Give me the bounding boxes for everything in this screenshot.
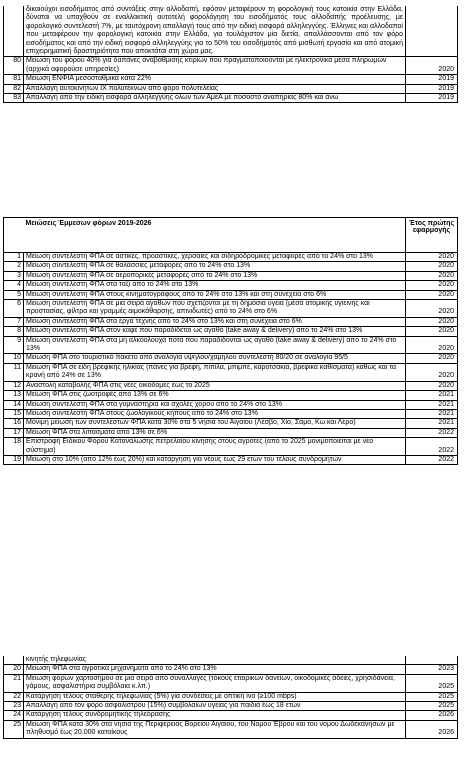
row-year: 2021: [406, 409, 458, 418]
table-direct-tax-continuation: [3, 6, 458, 103]
table-row: [4, 253, 458, 262]
row-number: 11: [4, 363, 24, 381]
row-number: 18: [4, 438, 24, 456]
row-number: 2: [4, 262, 24, 271]
table-row: [4, 381, 458, 390]
row-year: 2025: [406, 674, 458, 692]
row-number: 83: [4, 94, 24, 103]
row-year: 2022: [406, 438, 458, 456]
table-row: [4, 702, 458, 711]
row-year: 2023: [406, 665, 458, 674]
table-row: [4, 317, 458, 326]
row-text: Μείωση του φόρου 40% για δαπάνες αναβάθμισης κτιρίων που πραγματοποιούνται με ηλεκτρονικά μέσα πληρωμών (αρχικά αφορούσε υπηρεσίες): [24, 57, 406, 75]
row-number: 1: [4, 253, 24, 262]
row-year: 2025: [406, 692, 458, 701]
row-number: 17: [4, 428, 24, 437]
table-row: [4, 720, 458, 738]
row-number: 10: [4, 354, 24, 363]
row-number: 14: [4, 400, 24, 409]
row-number: 13: [4, 391, 24, 400]
table-row-continuation: [4, 656, 458, 665]
table-row: [4, 400, 458, 409]
table-indirect-tax-continuation: [3, 656, 458, 739]
row-year: 2020: [406, 300, 458, 318]
row-text: Μείωση ΦΠΑ σε είδη βρεφικής ηλικίας (πάνες για βρέφη, πιπίλα, μπιμπέ, καροτσάκια, βρεφικά καθίσματα) καθώς και τα κρανή από 24% σε 13%: [24, 363, 406, 381]
row-year: 2020: [406, 336, 458, 354]
row-text: κινητής τηλεφωνίας: [24, 656, 406, 665]
row-year: 2020: [406, 57, 458, 75]
row-year: 2020: [406, 354, 458, 363]
header-number-cell: [4, 218, 24, 253]
row-number: 5: [4, 290, 24, 299]
table-row: [4, 455, 458, 464]
row-text: Μείωση συντελεστή ΦΠΑ σε θαλάσσιες μεταφορές από το 24% στο 13%: [24, 262, 406, 271]
row-text: Απαλλαγή από τον φόρο ασφαλίστρου (15%) συμβολαίων υγείας για παιδιά έως 18 ετών: [24, 702, 406, 711]
row-text: Μείωση συντελεστή ΦΠΑ στα έργα τέχνης από το 24% στο 13% και στη συνέχεια στο 6%: [24, 317, 406, 326]
row-text: Μείωση ΦΠΑ στο τουριστικό πακέτο από αναλογία υψηλού/χαμηλού συντελεστή 80/20 σε αναλογία 95/5: [24, 354, 406, 363]
row-number: 81: [4, 75, 24, 84]
row-year: 2019: [406, 84, 458, 93]
table-row: [4, 84, 458, 93]
row-text: Μείωση συντελεστή ΦΠΑ σε αεροπορικές μεταφορές από το 24% στο 13%: [24, 271, 406, 280]
row-text: Μείωση συντελεστή ΦΠΑ στα ταξί από το 24% στο 13%: [24, 281, 406, 290]
row-number: 7: [4, 317, 24, 326]
table-row: [4, 354, 458, 363]
row-text: Μείωση συντελεστή ΦΠΑ στα μη αλκοολούχα ποτά που παραδίδονται ως αγαθό (take away & delivery) από το 24% στο 13%: [24, 336, 406, 354]
row-text: Μείωση συντελεστή ΦΠΑ σε μια σειρά αγαθών που σχετίζονται με τη δημόσια υγεία (μέσα ατομικής υγιεινής και προστασίας, φίλτρα και γραμμές αιμοκάθαρσης, απινιδωτές) από το 24% στο 6%: [24, 300, 406, 318]
row-year: 2019: [406, 94, 458, 103]
table-row: [4, 290, 458, 299]
table-row: [4, 692, 458, 701]
row-text: Μείωση ΦΠΑ στα αγροτικά μηχανήματα από το 24% στο 13%: [24, 665, 406, 674]
table-row: [4, 281, 458, 290]
row-number: 12: [4, 381, 24, 390]
row-number: 16: [4, 419, 24, 428]
row-year: 2020: [406, 363, 458, 381]
row-year: 2020: [406, 262, 458, 271]
row-text: Μείωση ΦΠΑ στα λιπάσματα από 13% σε 6%: [24, 428, 406, 437]
row-year: 2021: [406, 400, 458, 409]
row-text: Μείωση φόρων χαρτοσήμου σε μια σειρά από συναλλαγές (τόκους εταιρικών δανείων, οικοδομικές άδειες, χρησιδάνεια, γάμους, ασφαλιστήρια συμβόλαια κ.λπ.): [24, 674, 406, 692]
table-row-continuation: [4, 6, 458, 57]
row-year: [406, 6, 458, 57]
row-year: 2026: [406, 711, 458, 720]
table-row: [4, 419, 458, 428]
row-year: 2020: [406, 290, 458, 299]
table-row: [4, 271, 458, 280]
row-text: Μείωση συντελεστή ΦΠΑ στον καφέ που παραδίδεται ως αγαθό (take away & delivery) από το 24% στο 13%: [24, 327, 406, 336]
table-row: [4, 428, 458, 437]
row-number: 3: [4, 271, 24, 280]
row-text: Απαλλαγή από την ειδική εισφορά αλληλεγγύης όλων των ΑμεΑ με ποσοστό αναπηρίας 80% και άνω: [24, 94, 406, 103]
row-text: Μείωση συντελεστή ΦΠΑ σε αστικές, προαστικές, χερσαίες και σιδηροδρομικές μεταφορές από το 24% στο 13%: [24, 253, 406, 262]
row-text: Απαλλαγή αυτοκινήτων ΙΧ πολυτέκνων από φόρο πολυτελείας: [24, 84, 406, 93]
row-year: 2020: [406, 327, 458, 336]
table-row: [4, 262, 458, 271]
row-year: 2022: [406, 428, 458, 437]
table-row: [4, 674, 458, 692]
table-row: [4, 438, 458, 456]
table-row: [4, 94, 458, 103]
row-text: Κατάργηση τέλους συνδρομητικής τηλεόρασης: [24, 711, 406, 720]
row-year: 2020: [406, 317, 458, 326]
table-row: [4, 336, 458, 354]
row-number: 21: [4, 674, 24, 692]
row-text: Επιστροφή Ειδικού Φόρου Κατανάλωσης πετρελαίου κίνησης στους αγρότες (από το 2025 μονιμοποιείται με νέο σύστημα): [24, 438, 406, 456]
row-number: 9: [4, 336, 24, 354]
row-number: 19: [4, 455, 24, 464]
row-text: δικαιούχοι εισοδήματος από συντάξεις στην αλλοδαπή, εφόσον μεταφέρουν τη φορολογική τους κατοικία στην Ελλάδα, δύναται να υπαχθούν σε εναλλακτική αυτοτελή φορολόγηση του εισοδήματός τους αλλοδαπής προέλευσης, με φορολογικό συντελεστή 7%, με ταυτόχρονη απαλλαγή τους από την ειδική εισφορά αλληλεγγύης. Έλληνες και αλλοδαποί που μεταφέρουν την φορολογική κατοικία στην Ελλάδα, για τουλάχιστον μία διετία, απαλλάσσονται από τον φόρο εισοδήματος και από την ειδική εισφορά αλληλεγγύης για το 50% του εισοδήματός από μισθωτή εργασία και από ατομική επιχειρηματική δραστηριότητα που αποκτάται στη χώρα μας.: [24, 6, 406, 57]
row-year: 2020: [406, 381, 458, 390]
row-number: 24: [4, 711, 24, 720]
table-header-row: [4, 218, 458, 253]
row-number: 4: [4, 281, 24, 290]
header-title: Μειώσεις Έμμεσων φόρων 2019-2026: [24, 218, 406, 253]
row-year: 2025: [406, 702, 458, 711]
row-text: Μείωση στο 10% (από 12% έως 20%) και κατάργηση για νέους έως 29 ετών του τέλους συνδρομητών: [24, 455, 406, 464]
row-text: Αναστολή καταβολής ΦΠΑ στις νέες οικοδομές έως το 2025: [24, 381, 406, 390]
row-text: Μείωση ΦΠΑ κατά 30% στα νησιά της Περιφέρειας Βορείου Αιγαίου, του Νομού Έβρου και του νομού Δωδεκανήσων με πληθυσμό έως 20.000 κατοίκους: [24, 720, 406, 738]
row-year: 2021: [406, 391, 458, 400]
row-text: Κατάργηση τέλους σταθερής τηλεφωνίας (5%) για συνδέσεις με οπτική ίνα (≥100 mbps): [24, 692, 406, 701]
row-year: [406, 656, 458, 665]
row-text: Μείωση συντελεστή ΦΠΑ στους ζωολογικούς κήπους από το 24% στο 13%: [24, 409, 406, 418]
row-number: 82: [4, 84, 24, 93]
table-row: [4, 363, 458, 381]
row-year: 2019: [406, 75, 458, 84]
row-text: Μείωση συντελεστή ΦΠΑ στους κινηματογράφους από το 24% στο 13% και στη συνέχεια στο 6%: [24, 290, 406, 299]
empty-number-cell: [4, 6, 24, 57]
table-row: [4, 75, 458, 84]
table-row: [4, 711, 458, 720]
table-row: [4, 327, 458, 336]
row-number: 15: [4, 409, 24, 418]
table-row: [4, 409, 458, 418]
empty-number-cell: [4, 656, 24, 665]
row-number: 20: [4, 665, 24, 674]
row-number: 8: [4, 327, 24, 336]
row-year: 2020: [406, 281, 458, 290]
row-year: 2022: [406, 455, 458, 464]
table-row: [4, 57, 458, 75]
row-year: 2026: [406, 720, 458, 738]
row-number: 25: [4, 720, 24, 738]
table-indirect-tax-reductions: [3, 217, 458, 465]
row-text: Μείωση ΕΝΦΙΑ μεσοσταθμικά κατά 22%: [24, 75, 406, 84]
row-number: 23: [4, 702, 24, 711]
table-row: [4, 391, 458, 400]
row-text: Μείωση συντελεστή ΦΠΑ στα γυμναστήρια και σχολές χορού από το 24% στο 13%: [24, 400, 406, 409]
row-year: 2020: [406, 253, 458, 262]
table-row: [4, 665, 458, 674]
row-year: 2021: [406, 419, 458, 428]
row-number: 6: [4, 300, 24, 318]
row-number: 80: [4, 57, 24, 75]
row-number: 22: [4, 692, 24, 701]
row-text: Μείωση ΦΠΑ στις ζωοτροφές από 13% σε 6%: [24, 391, 406, 400]
table-row: [4, 300, 458, 318]
header-year: Έτος πρώτης εφαρμογής: [406, 218, 458, 253]
row-year: 2020: [406, 271, 458, 280]
row-text: Μόνιμη μείωση των συντελεστών ΦΠΑ κατά 30% στα 5 νησιά του Αιγαίου (Λέσβο, Χίο, Σάμο, Κω και Λέρο): [24, 419, 406, 428]
